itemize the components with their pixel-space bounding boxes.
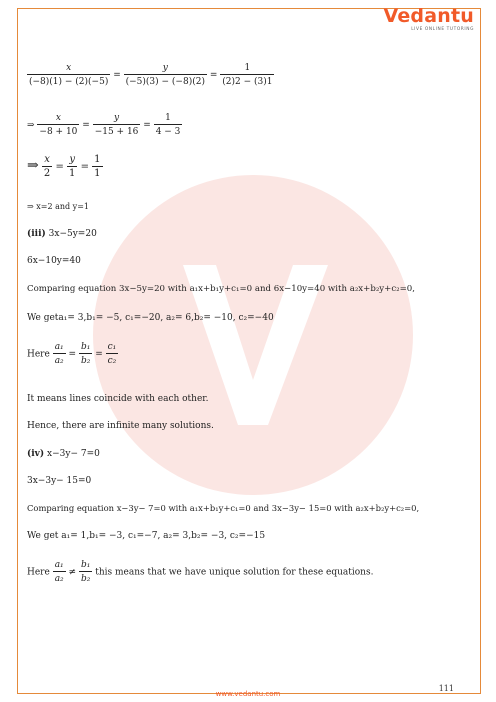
footer-url-link[interactable]: www.vedantu.com — [215, 690, 281, 698]
logo-wordmark: Vedantu — [383, 5, 474, 27]
equation-3: ⇒ $\frac{x}{2}$ = $\frac{y}{1}$ = $\frac{1}{1}$ — [27, 154, 101, 179]
part-iii-comparing: Comparing equation 3x−5y=20 with a₁x+b₁y+c₁=0 and 6x−10y=40 with a₂x+b₂y+c₂=0, — [27, 284, 416, 294]
logo-tagline: LIVE ONLINE TUTORING — [411, 27, 474, 32]
part-iii-infinite: Hence, there are infinite many solutions. — [27, 421, 214, 431]
part-iv-ratio: Here $\frac{\text{a₁}}{\text{a₂}}$ ≠ $\frac{\text{b₁}}{\text{b₂}}$ this means that we have unique solution for these equations. — [27, 560, 374, 584]
part-iii-heading: (iii) 3x−5y=20 — [27, 229, 97, 239]
part-iv-heading: (iv) x−3y− 7=0 — [27, 449, 100, 459]
result-text: ⇒ x=2 and y=1 — [27, 202, 89, 211]
vedantu-logo[interactable] — [383, 6, 474, 32]
equation-2: ⇒ $\frac{x}{-8 + 10}$ = $\frac{y}{-15 + 16}$ = $\frac{1}{4 - 3}$ — [27, 113, 181, 137]
part-iii-values: We geta₁= 3,b₁= −5, c₁=−20, a₂= 6,b₂= −10, c₂=−40 — [27, 313, 274, 323]
part-iv-comparing: Comparing equation x−3y− 7=0 with a₁x+b₁y+c₁=0 and 3x−3y− 15=0 with a₂x+b₂y+c₂=0, — [27, 503, 420, 513]
page-number: 111 — [438, 684, 454, 693]
fraction: $\frac{y}{(-5)(3) - (-8)(2)}$ — [125, 63, 205, 87]
part-iii-equation-b: 6x−10y=40 — [27, 256, 81, 266]
watermark-logo-icon — [88, 170, 418, 500]
part-iv-values: We get a₁= 1,b₁= −3, c₁=−7, a₂= 3,b₂= −3, c₂=−15 — [27, 531, 266, 541]
equation-1: $\frac{x}{(-8)(1) - (2)(-5)}$ = $\frac{y}{(-5)(3) - (-8)(2)}$ = $\frac{1}{(2)2 - (3)1}$ — [29, 63, 273, 87]
part-iii-ratio: Here $\frac{\text{a₁}}{\text{a₂}}$ = $\frac{\text{b₁}}{\text{b₂}}$ = $\frac{\text{c₁}}{\text{c₂}}$ — [27, 342, 117, 366]
fraction: $\frac{x}{(-8)(1) - (2)(-5)}$ — [29, 63, 109, 87]
part-iv-equation-b: 3x−3y− 15=0 — [27, 476, 92, 486]
fraction: $\frac{1}{(2)2 - (3)1}$ — [222, 63, 273, 87]
part-iii-coincide: It means lines coincide with each other. — [27, 394, 209, 404]
